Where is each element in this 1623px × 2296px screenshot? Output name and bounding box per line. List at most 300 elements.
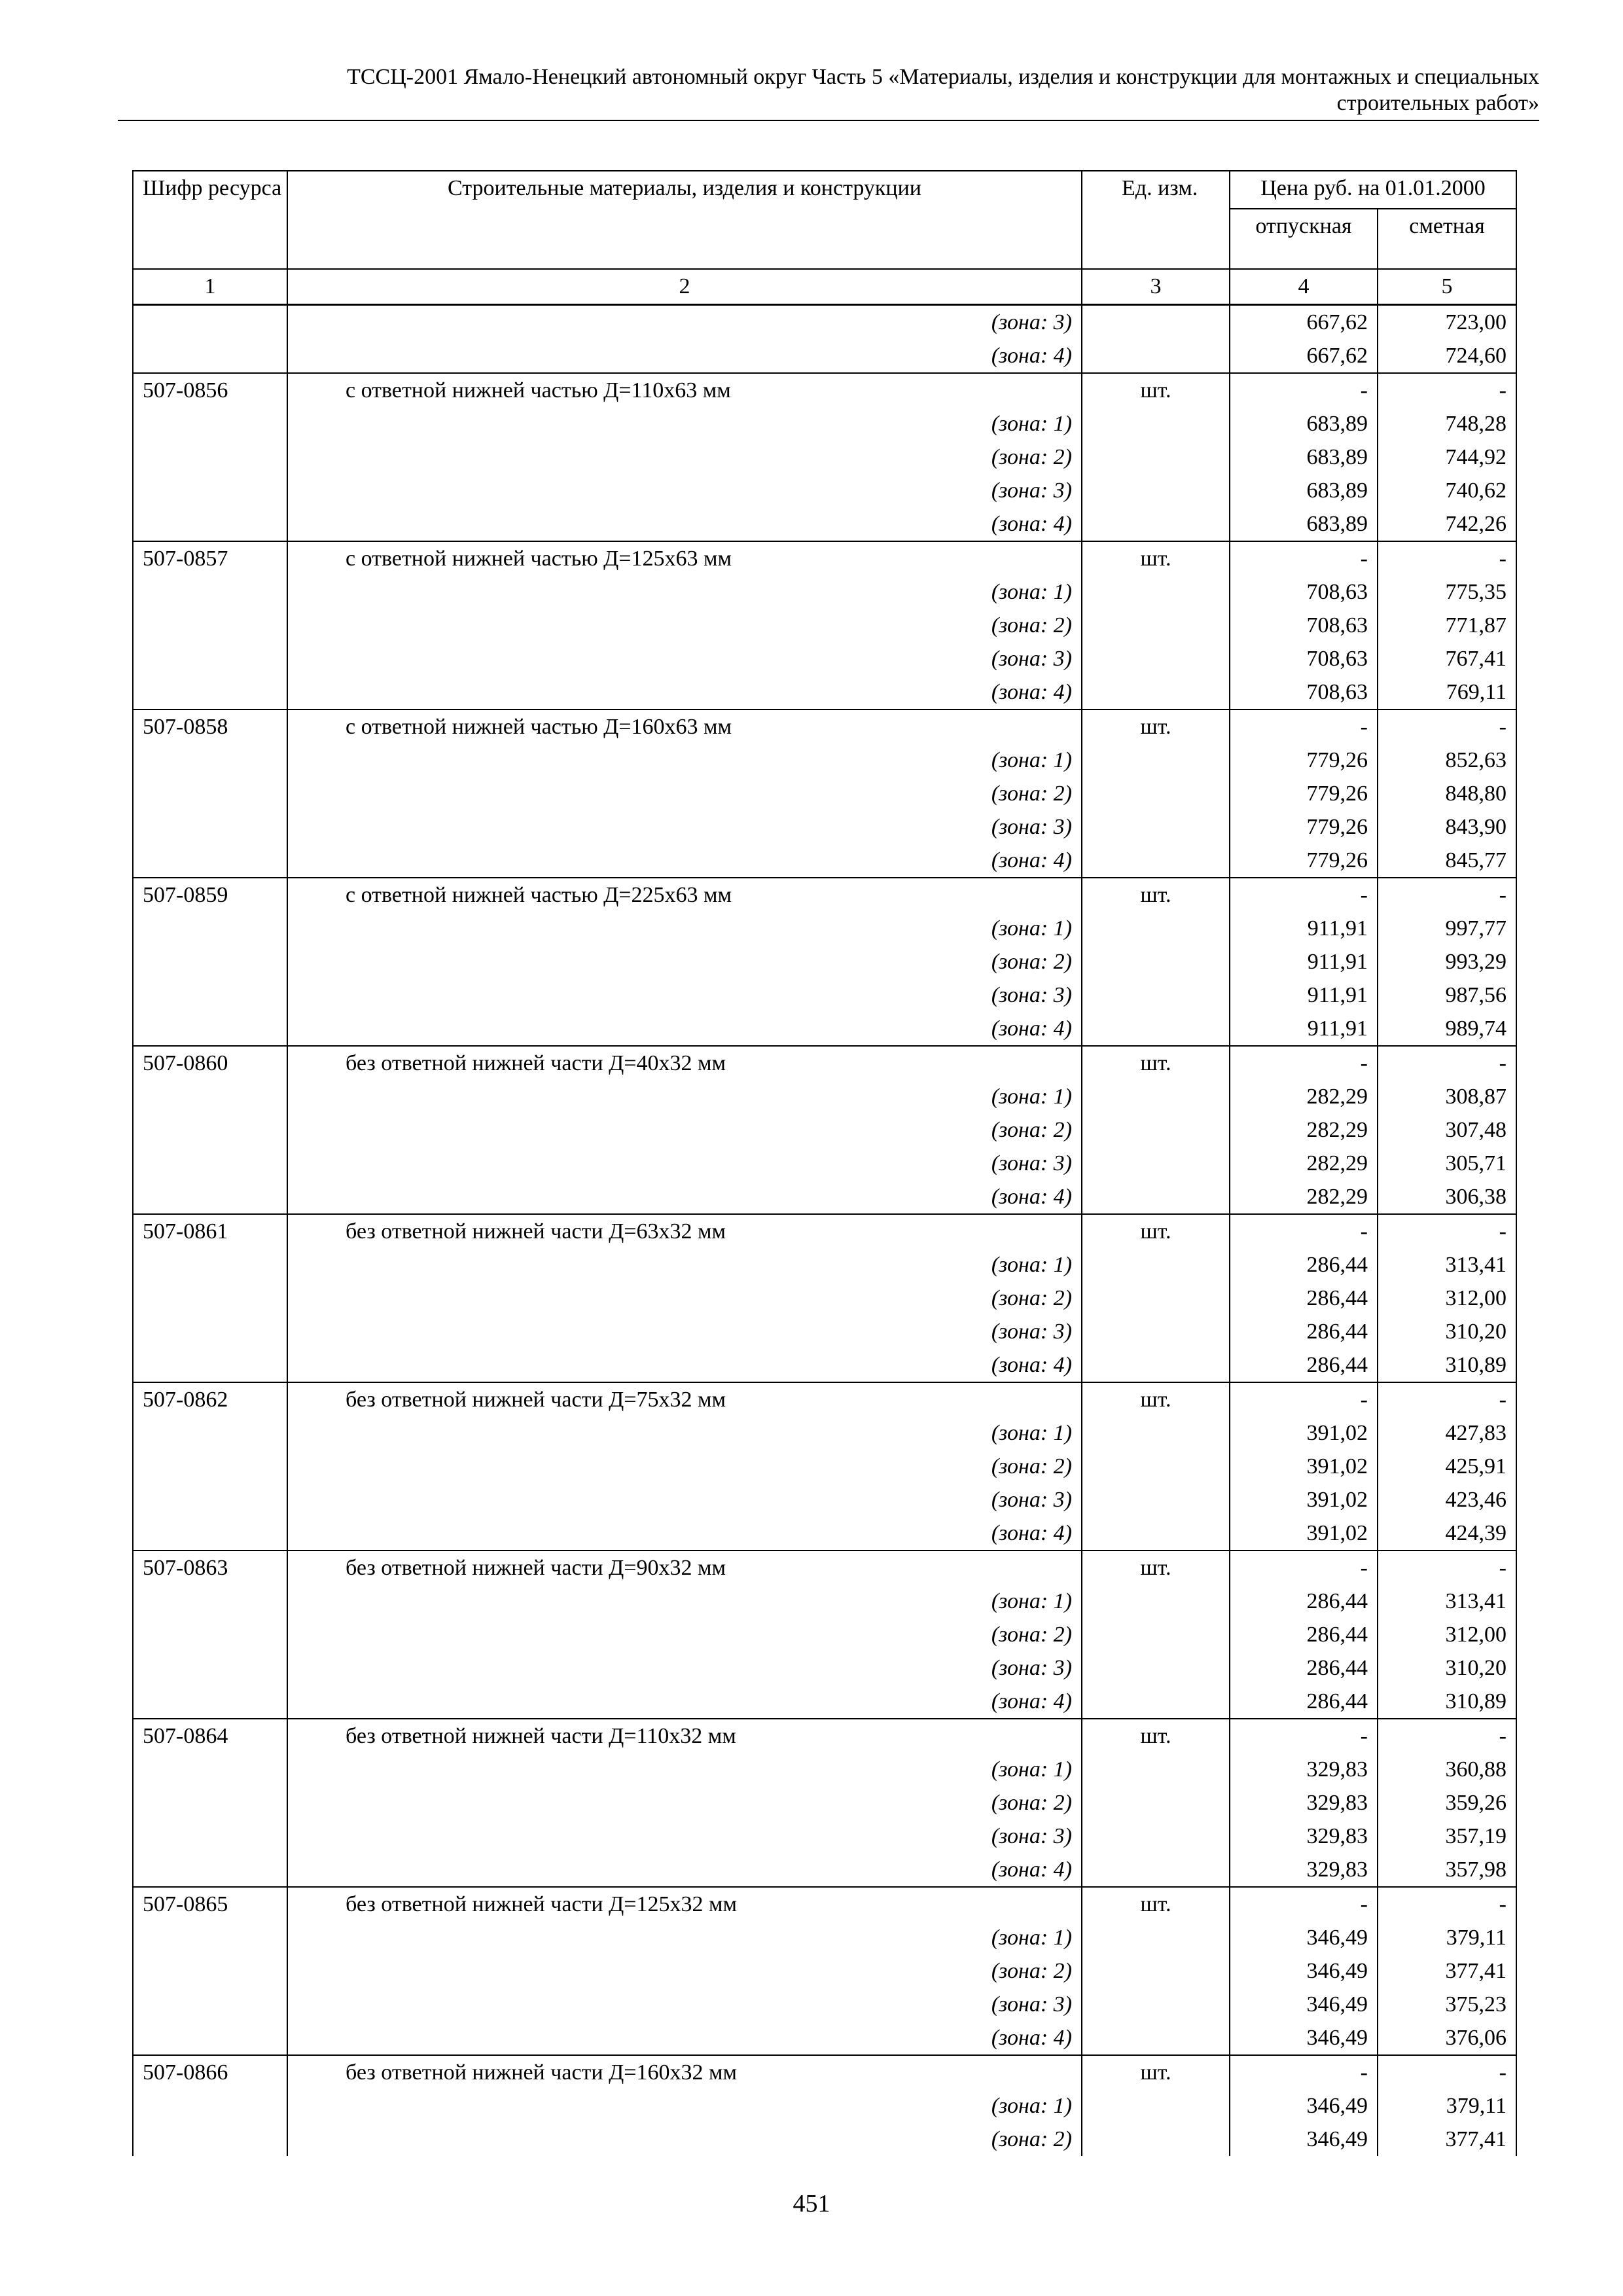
table-row-resource bbox=[133, 1887, 1516, 1921]
zone-label: (зона: 3) bbox=[287, 978, 1082, 1012]
zone-label: (зона: 3) bbox=[287, 1651, 1082, 1685]
release-price: 708,63 bbox=[1230, 575, 1378, 609]
estimate-price: - bbox=[1378, 709, 1516, 744]
zone-label: (зона: 2) bbox=[287, 1113, 1082, 1147]
table-row-zone bbox=[133, 675, 1516, 709]
resource-code-cell bbox=[133, 844, 287, 878]
release-price: - bbox=[1230, 1382, 1378, 1416]
estimate-price: - bbox=[1378, 541, 1516, 575]
zone-label: (зона: 2) bbox=[287, 2123, 1082, 2156]
estimate-price: 767,41 bbox=[1378, 642, 1516, 675]
estimate-price: 723,00 bbox=[1378, 305, 1516, 340]
resource-code-cell bbox=[133, 1954, 287, 1988]
zone-label: (зона: 3) bbox=[287, 810, 1082, 844]
table-row-zone bbox=[133, 1618, 1516, 1651]
resource-code-cell bbox=[133, 609, 287, 642]
estimate-price: 306,38 bbox=[1378, 1180, 1516, 1214]
release-price: 779,26 bbox=[1230, 744, 1378, 777]
estimate-price: 843,90 bbox=[1378, 810, 1516, 844]
zone-label: (зона: 4) bbox=[287, 1685, 1082, 1719]
estimate-price: - bbox=[1378, 1719, 1516, 1753]
estimate-price: 379,11 bbox=[1378, 2089, 1516, 2123]
table-row-resource bbox=[133, 1214, 1516, 1248]
unit-cell bbox=[1082, 1416, 1230, 1450]
release-price: 911,91 bbox=[1230, 978, 1378, 1012]
table-row-zone bbox=[133, 575, 1516, 609]
unit-cell bbox=[1082, 1921, 1230, 1954]
resource-code: 507-0858 bbox=[133, 709, 287, 744]
resource-unit: шт. bbox=[1082, 878, 1230, 912]
estimate-price: 993,29 bbox=[1378, 945, 1516, 978]
resource-code-cell bbox=[133, 2021, 287, 2055]
zone-label: (зона: 2) bbox=[287, 777, 1082, 810]
release-price: 286,44 bbox=[1230, 1348, 1378, 1382]
resource-code-cell bbox=[133, 1147, 287, 1180]
estimate-price: 771,87 bbox=[1378, 609, 1516, 642]
resource-code-cell bbox=[133, 1988, 287, 2021]
zone-label: (зона: 2) bbox=[287, 1954, 1082, 1988]
zone-label: (зона: 1) bbox=[287, 1753, 1082, 1786]
release-price: 329,83 bbox=[1230, 1820, 1378, 1853]
release-price: 391,02 bbox=[1230, 1450, 1378, 1483]
estimate-price: - bbox=[1378, 878, 1516, 912]
estimate-price: 310,20 bbox=[1378, 1315, 1516, 1348]
release-price: 708,63 bbox=[1230, 609, 1378, 642]
header-estimate-price: сметная bbox=[1378, 209, 1516, 269]
estimate-price: 748,28 bbox=[1378, 407, 1516, 440]
resource-name: без ответной нижней части Д=125х32 мм bbox=[287, 1887, 1082, 1921]
unit-cell bbox=[1082, 2089, 1230, 2123]
release-price: 329,83 bbox=[1230, 1753, 1378, 1786]
unit-cell bbox=[1082, 474, 1230, 507]
unit-cell bbox=[1082, 1786, 1230, 1820]
unit-cell bbox=[1082, 1012, 1230, 1046]
table-row-resource bbox=[133, 1382, 1516, 1416]
resource-code-cell bbox=[133, 1248, 287, 1282]
table-row-zone bbox=[133, 1954, 1516, 1988]
table-row-zone bbox=[133, 1988, 1516, 2021]
estimate-price: 312,00 bbox=[1378, 1618, 1516, 1651]
estimate-price: 313,41 bbox=[1378, 1585, 1516, 1618]
resource-name: с ответной нижней частью Д=225х63 мм bbox=[287, 878, 1082, 912]
release-price: 282,29 bbox=[1230, 1113, 1378, 1147]
resource-unit: шт. bbox=[1082, 541, 1230, 575]
table-row-zone bbox=[133, 609, 1516, 642]
resource-code-cell bbox=[133, 1080, 287, 1113]
estimate-price: 377,41 bbox=[1378, 1954, 1516, 1988]
unit-cell bbox=[1082, 305, 1230, 340]
release-price: 346,49 bbox=[1230, 2021, 1378, 2055]
release-price: 346,49 bbox=[1230, 1988, 1378, 2021]
unit-cell bbox=[1082, 1753, 1230, 1786]
zone-label: (зона: 4) bbox=[287, 2021, 1082, 2055]
release-price: - bbox=[1230, 2055, 1378, 2089]
resource-code-cell bbox=[133, 912, 287, 945]
unit-cell bbox=[1082, 777, 1230, 810]
estimate-price: - bbox=[1378, 1214, 1516, 1248]
resource-code-cell bbox=[133, 1416, 287, 1450]
resource-code-cell bbox=[133, 407, 287, 440]
header-name: Строительные материалы, изделия и конструкции bbox=[287, 171, 1082, 269]
estimate-price: 357,19 bbox=[1378, 1820, 1516, 1853]
release-price: - bbox=[1230, 1551, 1378, 1585]
resource-code-cell bbox=[133, 1618, 287, 1651]
release-price: 667,62 bbox=[1230, 339, 1378, 373]
table-row-zone bbox=[133, 1282, 1516, 1315]
unit-cell bbox=[1082, 1180, 1230, 1214]
release-price: - bbox=[1230, 709, 1378, 744]
resource-code-cell bbox=[133, 339, 287, 373]
release-price: 286,44 bbox=[1230, 1685, 1378, 1719]
resource-code-cell bbox=[133, 575, 287, 609]
resource-unit: шт. bbox=[1082, 2055, 1230, 2089]
zone-label: (зона: 1) bbox=[287, 1248, 1082, 1282]
resource-code-cell bbox=[133, 1282, 287, 1315]
zone-label: (зона: 1) bbox=[287, 2089, 1082, 2123]
column-number: 2 bbox=[287, 269, 1082, 305]
release-price: 346,49 bbox=[1230, 1921, 1378, 1954]
table-row-zone bbox=[133, 1753, 1516, 1786]
zone-label: (зона: 1) bbox=[287, 912, 1082, 945]
unit-cell bbox=[1082, 575, 1230, 609]
table-row-resource bbox=[133, 878, 1516, 912]
estimate-price: 775,35 bbox=[1378, 575, 1516, 609]
table-row-resource bbox=[133, 709, 1516, 744]
release-price: 346,49 bbox=[1230, 2123, 1378, 2156]
estimate-price: 310,20 bbox=[1378, 1651, 1516, 1685]
resource-code-cell bbox=[133, 1483, 287, 1516]
resource-code-cell bbox=[133, 2123, 287, 2156]
table-row-zone bbox=[133, 777, 1516, 810]
estimate-price: 744,92 bbox=[1378, 440, 1516, 474]
unit-cell bbox=[1082, 1685, 1230, 1719]
unit-cell bbox=[1082, 912, 1230, 945]
estimate-price: 310,89 bbox=[1378, 1348, 1516, 1382]
estimate-price: 989,74 bbox=[1378, 1012, 1516, 1046]
table-row-zone bbox=[133, 474, 1516, 507]
estimate-price: 424,39 bbox=[1378, 1516, 1516, 1551]
unit-cell bbox=[1082, 810, 1230, 844]
estimate-price: 379,11 bbox=[1378, 1921, 1516, 1954]
release-price: 683,89 bbox=[1230, 407, 1378, 440]
header-rule bbox=[118, 120, 1539, 121]
zone-label: (зона: 4) bbox=[287, 844, 1082, 878]
resource-code: 507-0861 bbox=[133, 1214, 287, 1248]
zone-label: (зона: 2) bbox=[287, 1450, 1082, 1483]
unit-cell bbox=[1082, 1450, 1230, 1483]
resource-unit: шт. bbox=[1082, 1719, 1230, 1753]
resource-code-cell bbox=[133, 642, 287, 675]
estimate-price: 724,60 bbox=[1378, 339, 1516, 373]
release-price: - bbox=[1230, 373, 1378, 407]
column-number: 4 bbox=[1230, 269, 1378, 305]
zone-label: (зона: 4) bbox=[287, 1516, 1082, 1551]
table-row-zone bbox=[133, 1853, 1516, 1887]
zone-label: (зона: 3) bbox=[287, 1820, 1082, 1853]
zone-label: (зона: 1) bbox=[287, 1585, 1082, 1618]
release-price: 667,62 bbox=[1230, 305, 1378, 340]
resource-unit: шт. bbox=[1082, 1214, 1230, 1248]
resource-name: с ответной нижней частью Д=110х63 мм bbox=[287, 373, 1082, 407]
table-row-zone bbox=[133, 2123, 1516, 2156]
table-row-zone bbox=[133, 407, 1516, 440]
table-row-zone bbox=[133, 1180, 1516, 1214]
release-price: 329,83 bbox=[1230, 1786, 1378, 1820]
zone-label: (зона: 2) bbox=[287, 609, 1082, 642]
zone-label: (зона: 1) bbox=[287, 1921, 1082, 1954]
release-price: 708,63 bbox=[1230, 675, 1378, 709]
release-price: 329,83 bbox=[1230, 1853, 1378, 1887]
zone-label: (зона: 4) bbox=[287, 1180, 1082, 1214]
resource-code-cell bbox=[133, 1348, 287, 1382]
resource-code-cell bbox=[133, 945, 287, 978]
estimate-price: - bbox=[1378, 373, 1516, 407]
unit-cell bbox=[1082, 1853, 1230, 1887]
resource-unit: шт. bbox=[1082, 1046, 1230, 1080]
resource-code-cell bbox=[133, 1651, 287, 1685]
zone-label: (зона: 3) bbox=[287, 474, 1082, 507]
release-price: 779,26 bbox=[1230, 810, 1378, 844]
header-unit: Ед. изм. bbox=[1082, 171, 1230, 269]
estimate-price: - bbox=[1378, 1046, 1516, 1080]
estimate-price: 848,80 bbox=[1378, 777, 1516, 810]
unit-cell bbox=[1082, 1315, 1230, 1348]
zone-label: (зона: 4) bbox=[287, 1853, 1082, 1887]
table-row-zone bbox=[133, 642, 1516, 675]
release-price: - bbox=[1230, 878, 1378, 912]
table-row-zone bbox=[133, 1921, 1516, 1954]
resource-code-cell bbox=[133, 1753, 287, 1786]
release-price: - bbox=[1230, 541, 1378, 575]
header-title-line2: строительных работ» bbox=[1336, 91, 1539, 115]
release-price: - bbox=[1230, 1214, 1378, 1248]
resource-unit: шт. bbox=[1082, 1382, 1230, 1416]
estimate-price: 987,56 bbox=[1378, 978, 1516, 1012]
zone-label: (зона: 3) bbox=[287, 305, 1082, 340]
table-row-zone bbox=[133, 1585, 1516, 1618]
column-number: 1 bbox=[133, 269, 287, 305]
table-row-zone bbox=[133, 2089, 1516, 2123]
estimate-price: 375,23 bbox=[1378, 1988, 1516, 2021]
table-row-resource bbox=[133, 1719, 1516, 1753]
release-price: - bbox=[1230, 1046, 1378, 1080]
resource-code-cell bbox=[133, 2089, 287, 2123]
release-price: 779,26 bbox=[1230, 844, 1378, 878]
resource-code-cell bbox=[133, 1820, 287, 1853]
table-row-zone bbox=[133, 1012, 1516, 1046]
unit-cell bbox=[1082, 1282, 1230, 1315]
resource-code: 507-0864 bbox=[133, 1719, 287, 1753]
resource-code-cell bbox=[133, 1786, 287, 1820]
estimate-price: 307,48 bbox=[1378, 1113, 1516, 1147]
zone-label: (зона: 2) bbox=[287, 440, 1082, 474]
release-price: 346,49 bbox=[1230, 2089, 1378, 2123]
release-price: 683,89 bbox=[1230, 507, 1378, 541]
estimate-price: 312,00 bbox=[1378, 1282, 1516, 1315]
resource-code-cell bbox=[133, 1921, 287, 1954]
table-row-zone bbox=[133, 744, 1516, 777]
unit-cell bbox=[1082, 1651, 1230, 1685]
resource-code-cell bbox=[133, 1180, 287, 1214]
unit-cell bbox=[1082, 1618, 1230, 1651]
unit-cell bbox=[1082, 978, 1230, 1012]
resource-name: без ответной нижней части Д=75х32 мм bbox=[287, 1382, 1082, 1416]
unit-cell bbox=[1082, 507, 1230, 541]
unit-cell bbox=[1082, 1585, 1230, 1618]
estimate-price: - bbox=[1378, 1382, 1516, 1416]
table-row-resource bbox=[133, 1551, 1516, 1585]
table-row-zone bbox=[133, 1651, 1516, 1685]
table-row-zone bbox=[133, 1248, 1516, 1282]
zone-label: (зона: 1) bbox=[287, 575, 1082, 609]
release-price: 708,63 bbox=[1230, 642, 1378, 675]
zone-label: (зона: 4) bbox=[287, 675, 1082, 709]
resource-code: 507-0857 bbox=[133, 541, 287, 575]
estimate-price: 852,63 bbox=[1378, 744, 1516, 777]
release-price: 911,91 bbox=[1230, 1012, 1378, 1046]
unit-cell bbox=[1082, 609, 1230, 642]
unit-cell bbox=[1082, 1147, 1230, 1180]
column-number: 3 bbox=[1082, 269, 1230, 305]
header-price-group: Цена руб. на 01.01.2000 bbox=[1230, 171, 1516, 209]
zone-label: (зона: 3) bbox=[287, 1147, 1082, 1180]
estimate-price: 740,62 bbox=[1378, 474, 1516, 507]
resource-code-cell bbox=[133, 1315, 287, 1348]
table-row-zone bbox=[133, 305, 1516, 340]
release-price: 391,02 bbox=[1230, 1483, 1378, 1516]
table-row-zone bbox=[133, 912, 1516, 945]
unit-cell bbox=[1082, 2021, 1230, 2055]
estimate-price: 845,77 bbox=[1378, 844, 1516, 878]
release-price: 683,89 bbox=[1230, 474, 1378, 507]
resource-code-cell bbox=[133, 1685, 287, 1719]
unit-cell bbox=[1082, 1248, 1230, 1282]
resource-name: с ответной нижней частью Д=160х63 мм bbox=[287, 709, 1082, 744]
resource-code: 507-0862 bbox=[133, 1382, 287, 1416]
release-price: 911,91 bbox=[1230, 945, 1378, 978]
table-row-zone bbox=[133, 978, 1516, 1012]
resource-code: 507-0865 bbox=[133, 1887, 287, 1921]
unit-cell bbox=[1082, 1988, 1230, 2021]
resource-code-cell bbox=[133, 744, 287, 777]
table-row-zone bbox=[133, 810, 1516, 844]
estimate-price: 305,71 bbox=[1378, 1147, 1516, 1180]
table-row-zone bbox=[133, 844, 1516, 878]
resource-code-cell bbox=[133, 440, 287, 474]
resource-code-cell bbox=[133, 1853, 287, 1887]
table-row-zone bbox=[133, 1450, 1516, 1483]
release-price: 391,02 bbox=[1230, 1416, 1378, 1450]
unit-cell bbox=[1082, 675, 1230, 709]
resource-code-cell bbox=[133, 474, 287, 507]
table-row-zone bbox=[133, 440, 1516, 474]
resource-unit: шт. bbox=[1082, 1887, 1230, 1921]
resource-unit: шт. bbox=[1082, 709, 1230, 744]
unit-cell bbox=[1082, 844, 1230, 878]
resource-code-cell bbox=[133, 675, 287, 709]
unit-cell bbox=[1082, 1483, 1230, 1516]
zone-label: (зона: 1) bbox=[287, 1416, 1082, 1450]
zone-label: (зона: 3) bbox=[287, 1483, 1082, 1516]
release-price: 286,44 bbox=[1230, 1315, 1378, 1348]
resource-code-cell bbox=[133, 978, 287, 1012]
resource-code-cell bbox=[133, 1450, 287, 1483]
resource-name: без ответной нижней части Д=110х32 мм bbox=[287, 1719, 1082, 1753]
unit-cell bbox=[1082, 1113, 1230, 1147]
release-price: 286,44 bbox=[1230, 1651, 1378, 1685]
resource-code-cell bbox=[133, 1516, 287, 1551]
table-row-zone bbox=[133, 1786, 1516, 1820]
zone-label: (зона: 2) bbox=[287, 1786, 1082, 1820]
estimate-price: - bbox=[1378, 1887, 1516, 1921]
zone-label: (зона: 2) bbox=[287, 945, 1082, 978]
unit-cell bbox=[1082, 1080, 1230, 1113]
resource-name: с ответной нижней частью Д=125х63 мм bbox=[287, 541, 1082, 575]
release-price: 683,89 bbox=[1230, 440, 1378, 474]
page-number: 451 bbox=[793, 2190, 830, 2217]
release-price: 779,26 bbox=[1230, 777, 1378, 810]
release-price: 282,29 bbox=[1230, 1147, 1378, 1180]
resource-code: 507-0860 bbox=[133, 1046, 287, 1080]
unit-cell bbox=[1082, 440, 1230, 474]
estimate-price: - bbox=[1378, 2055, 1516, 2089]
zone-label: (зона: 3) bbox=[287, 1988, 1082, 2021]
estimate-price: 377,41 bbox=[1378, 2123, 1516, 2156]
release-price: - bbox=[1230, 1719, 1378, 1753]
zone-label: (зона: 4) bbox=[287, 339, 1082, 373]
resource-code: 507-0856 bbox=[133, 373, 287, 407]
zone-label: (зона: 4) bbox=[287, 1348, 1082, 1382]
estimate-price: 742,26 bbox=[1378, 507, 1516, 541]
release-price: - bbox=[1230, 1887, 1378, 1921]
release-price: 911,91 bbox=[1230, 912, 1378, 945]
table-row-zone bbox=[133, 1147, 1516, 1180]
release-price: 286,44 bbox=[1230, 1282, 1378, 1315]
unit-cell bbox=[1082, 642, 1230, 675]
resource-unit: шт. bbox=[1082, 1551, 1230, 1585]
resource-code-cell bbox=[133, 1113, 287, 1147]
release-price: 282,29 bbox=[1230, 1080, 1378, 1113]
estimate-price: 360,88 bbox=[1378, 1753, 1516, 1786]
resource-unit: шт. bbox=[1082, 373, 1230, 407]
zone-label: (зона: 3) bbox=[287, 642, 1082, 675]
unit-cell bbox=[1082, 1348, 1230, 1382]
header-title-line1: ТССЦ-2001 Ямало-Ненецкий автономный округ Часть 5 «Материалы, изделия и конструкции для монтажных и специальных bbox=[347, 65, 1539, 89]
estimate-price: 423,46 bbox=[1378, 1483, 1516, 1516]
table-row-zone bbox=[133, 507, 1516, 541]
page-header bbox=[118, 64, 1539, 117]
release-price: 391,02 bbox=[1230, 1516, 1378, 1551]
resource-code: 507-0866 bbox=[133, 2055, 287, 2089]
zone-label: (зона: 2) bbox=[287, 1282, 1082, 1315]
estimate-price: 376,06 bbox=[1378, 2021, 1516, 2055]
estimate-price: 310,89 bbox=[1378, 1685, 1516, 1719]
unit-cell bbox=[1082, 1954, 1230, 1988]
unit-cell bbox=[1082, 339, 1230, 373]
price-table bbox=[132, 170, 1517, 2156]
unit-cell bbox=[1082, 744, 1230, 777]
table-row-zone bbox=[133, 1348, 1516, 1382]
zone-label: (зона: 3) bbox=[287, 1315, 1082, 1348]
estimate-price: 359,26 bbox=[1378, 1786, 1516, 1820]
estimate-price: 357,98 bbox=[1378, 1853, 1516, 1887]
release-price: 286,44 bbox=[1230, 1585, 1378, 1618]
estimate-price: 308,87 bbox=[1378, 1080, 1516, 1113]
release-price: 282,29 bbox=[1230, 1180, 1378, 1214]
estimate-price: 313,41 bbox=[1378, 1248, 1516, 1282]
zone-label: (зона: 2) bbox=[287, 1618, 1082, 1651]
table-row-zone bbox=[133, 1080, 1516, 1113]
